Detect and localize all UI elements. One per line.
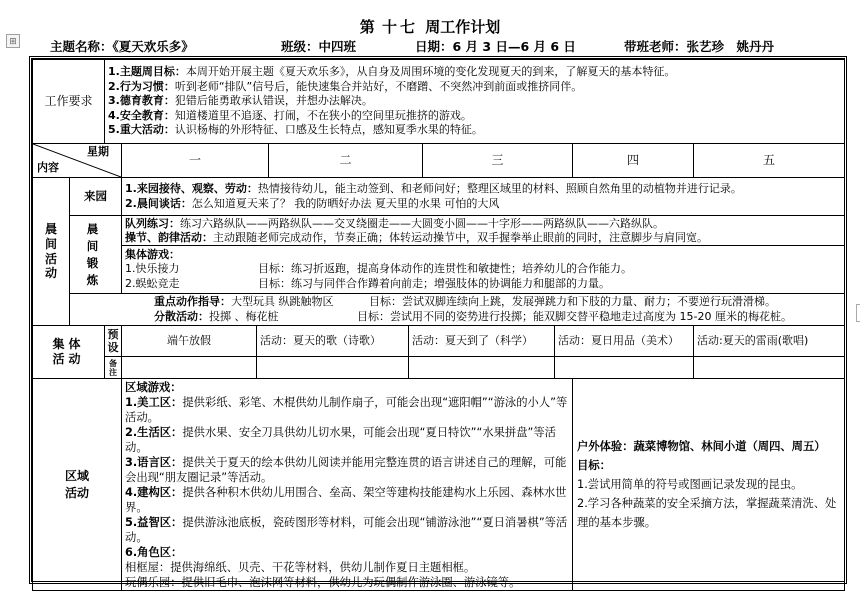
page-title bbox=[0, 18, 860, 36]
note-label: 备注 bbox=[105, 357, 122, 379]
activity-wednesday: 活动：夏天到了（科学） bbox=[409, 326, 555, 357]
class-name: 班级：中四班 bbox=[281, 39, 357, 54]
outdoor-goal-label: 目标： bbox=[577, 459, 611, 472]
weekly-plan-table bbox=[32, 59, 845, 591]
area-entry: 4.建构区：提供各种积木供幼儿用围合、垒高、架空等建构技能建构水上乐园、森林水世界。 bbox=[125, 486, 567, 514]
day-monday: 一 bbox=[122, 144, 269, 178]
outdoor-title: 户外体验：蔬菜博物馆、林间小道（周四、周五） bbox=[577, 440, 826, 453]
activity-friday: 活动:夏天的雷雨(歌唱) bbox=[694, 326, 845, 357]
area-games-heading: 区域游戏： bbox=[125, 381, 182, 394]
requirement-item: 2.行为习惯：听到老师“排队”信号后，能快速集合并站好，不磨蹭、不突然冲到前面或推挤同伴。 bbox=[108, 79, 583, 93]
area-entry: 3.语言区：提供关于夏天的绘本供幼儿阅读并能用完整连贯的语言讲述自己的理解，可能会出现“朋友圈记录”等活动。 bbox=[125, 456, 567, 484]
theme-name: 主题名称：《夏天欢乐多》 bbox=[50, 39, 194, 54]
teacher-names: 带班老师：张艺珍 姚丹丹 bbox=[624, 39, 775, 54]
key-action-row bbox=[33, 294, 845, 326]
arrival-row bbox=[33, 178, 845, 216]
drill-activity: 操节、韵律活动：主动跟随老师完成动作，节奏正确；体转运动操节中，双手握拳举止眼前的同时，注意脚步与肩同宽。 bbox=[125, 230, 709, 244]
morning-exercise-label: 晨间锻炼 bbox=[70, 216, 122, 294]
role-area-item: 玩偶乐园：提供旧毛巾、泡沫网等材料，供幼儿为玩偶制作游泳圈、游泳镜等。 bbox=[125, 576, 521, 589]
date-range: 日期：6 月 3 日—6 月 6 日 bbox=[415, 39, 576, 54]
outdoor-goal: 2.学习各种蔬菜的安全采摘方法，掌握蔬菜清洗、处理的基本步骤。 bbox=[577, 497, 837, 529]
requirement-item: 3.德育教育：犯错后能勇敢承认错误，并想办法解决。 bbox=[108, 94, 373, 108]
day-tuesday: 二 bbox=[269, 144, 423, 178]
activity-thursday: 活动：夏日用品（美术） bbox=[555, 326, 694, 357]
scatter-activity: 分散活动：投掷 、梅花桩 目标：尝试用不同的姿势进行投掷；能双脚交替平稳地走过高度为 15-20 厘米的梅花桩。 bbox=[154, 309, 792, 323]
day-friday: 五 bbox=[694, 144, 845, 178]
queue-drill-content bbox=[122, 216, 845, 246]
weekday-header-label: 星期 bbox=[87, 145, 110, 158]
page-edge-marker bbox=[856, 304, 860, 322]
activity-monday: 端午放假 bbox=[122, 326, 257, 357]
note-monday bbox=[122, 357, 257, 379]
group-game-content bbox=[122, 246, 845, 294]
activity-tuesday: 活动：夏天的歌（诗歌） bbox=[257, 326, 409, 357]
day-wednesday: 三 bbox=[423, 144, 573, 178]
group-game-heading: 集体游戏： bbox=[125, 247, 181, 261]
week-number: 十七 bbox=[381, 18, 418, 36]
group-activity-row bbox=[33, 326, 845, 357]
note-wednesday bbox=[409, 357, 555, 379]
role-area-item: 相框屋：提供海绵纸、贝壳、干花等材料，供幼儿制作夏日主题相框。 bbox=[125, 561, 476, 574]
key-action-guidance: 重点动作指导：大型玩具 纵跳触物区 目标：尝试双脚连续向上跳，发展弹跳力和下肢的力量、耐力；不要逆行玩滑滑梯。 bbox=[154, 294, 776, 308]
day-thursday: 四 bbox=[573, 144, 694, 178]
title-suffix: 周工作计划 bbox=[425, 18, 501, 36]
note-friday bbox=[694, 357, 845, 379]
area-entry: 1.美工区：提供彩纸、彩笔、木棍供幼儿制作扇子，可能会出现“遮阳帽”“游泳的小人”等活动。 bbox=[125, 396, 568, 424]
group-game-row bbox=[33, 246, 845, 294]
content-header-label: 内容 bbox=[37, 161, 59, 175]
arrival-item: 1.来园接待、观察、劳动：热情接待幼儿，能主动签到、和老师问好；整理区域里的材料、照顾自然角里的动植物并进行记录。 bbox=[125, 181, 742, 195]
queue-practice: 队列练习：练习六路纵队——两路纵队——交叉绕圈走——大圆变小圆——十字形——两路纵队——六路纵队。 bbox=[125, 216, 665, 230]
note-tuesday bbox=[257, 357, 409, 379]
area-entry: 5.益智区：提供游泳池底板，瓷砖图形等材料，可能会出现“铺游泳池”“夏日消暑棋”等活动。 bbox=[125, 516, 568, 544]
requirements-content bbox=[105, 60, 845, 144]
requirements-label: 工作要求 bbox=[33, 60, 105, 144]
title-prefix: 第 bbox=[359, 18, 375, 36]
key-action-content bbox=[70, 294, 845, 326]
weekday-header-row bbox=[33, 144, 845, 178]
area-entry: 2.生活区：提供水果、安全刀具供幼儿切水果，可能会出现“夏日特饮”“水果拼盘”等活动。 bbox=[125, 426, 556, 454]
group-game-item: 1.快乐接力 目标：练习折返跑，提高身体动作的连贯性和敏捷性；培养幼儿的合作能力。 bbox=[125, 262, 633, 276]
morning-activity-label: 晨间活动 bbox=[33, 178, 70, 326]
outdoor-goal: 1.尝试用简单的符号或图画记录发现的昆虫。 bbox=[577, 478, 803, 491]
note-row bbox=[33, 357, 845, 379]
area-games-content bbox=[122, 379, 573, 591]
arrival-content bbox=[122, 178, 845, 216]
role-area-heading: 6.角色区： bbox=[125, 546, 183, 559]
group-game-item: 2.蜈蚣竞走 目标：练习与同伴合作蹲着向前走；增强肢体的协调能力和腿部的力量。 bbox=[125, 276, 611, 290]
outdoor-experience-content bbox=[573, 379, 845, 591]
area-activity-label: 区域活动 bbox=[33, 379, 122, 591]
requirements-row bbox=[33, 60, 845, 144]
note-thursday bbox=[555, 357, 694, 379]
requirement-item: 1.主题周目标：本周开始开展主题《夏天欢乐多》，从自身及周围环境的变化发现夏天的到来，了解夏天的基本特征。 bbox=[108, 65, 676, 79]
weekday-diagonal-header bbox=[33, 144, 122, 178]
requirement-item: 5.重大活动：认识杨梅的外形特征、口感及生长特点，感知夏季水果的特征。 bbox=[108, 123, 483, 137]
preset-label: 预设 bbox=[105, 326, 122, 357]
requirement-item: 4.安全教育：知道楼道里不追逐、打闹，不在狭小的空间里玩推挤的游戏。 bbox=[108, 108, 472, 122]
area-activity-row bbox=[33, 379, 845, 591]
queue-drill-row bbox=[33, 216, 845, 246]
table-move-handle-icon[interactable]: ⊞ bbox=[6, 34, 20, 48]
group-activity-label: 集体活动 bbox=[33, 326, 105, 379]
plan-subheading bbox=[0, 37, 860, 57]
arrival-label: 来园 bbox=[70, 178, 122, 216]
arrival-item: 2.晨间谈话：怎么知道夏天来了？ 我的防晒好办法 夏天里的水果 可怕的大风 bbox=[125, 196, 500, 210]
